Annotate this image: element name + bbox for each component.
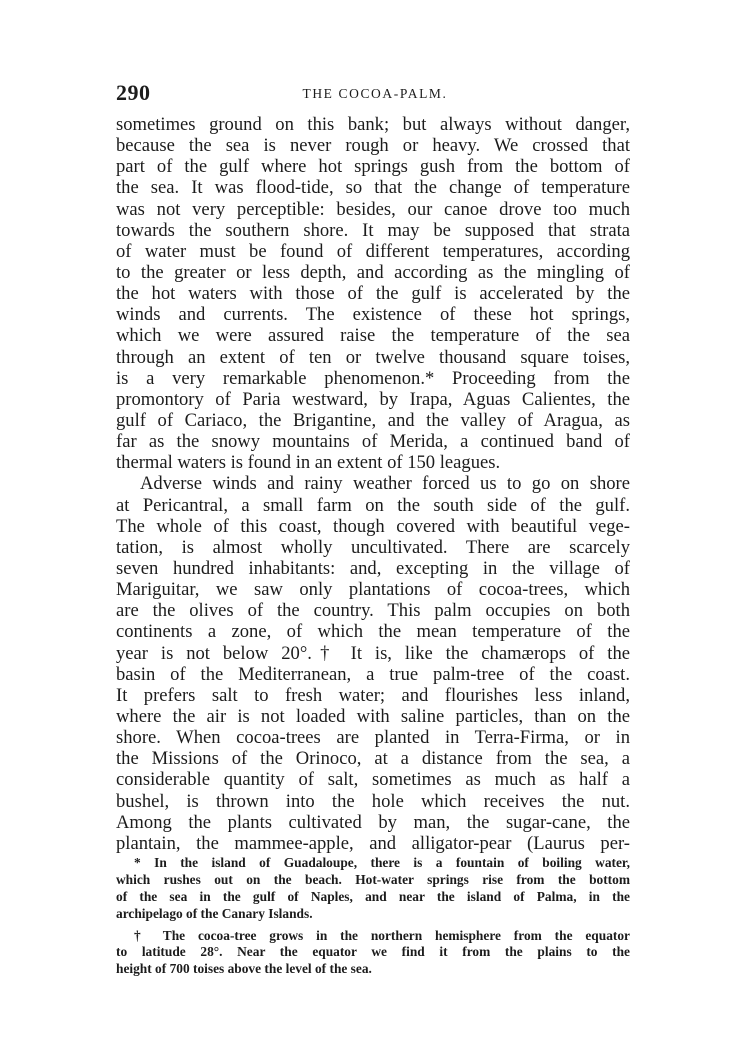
footnote-line: which rushes out on the beach. Hot-water springs rise from the bottom [116,871,630,887]
body-line: because the sea is never rough or heavy. We crossed that [116,135,630,157]
body-line: the Missions of the Orinoco, at a distance from the sea, a [116,748,630,770]
paragraph-end-line: thermal waters is found in an extent of 150 leagues. [116,452,501,474]
body-line: to the greater or less depth, and according as the mingling of [116,261,630,283]
body-line: seven hundred inhabitants: and, excepting in the village of [116,557,630,579]
page-number: 290 [116,80,151,105]
body-line: It prefers salt to fresh water; and flourishes less inland, [116,684,630,706]
footnote-line: † The cocoa-tree grows in the northern hemisphere from the equator [134,927,630,943]
body-line: continents a zone, of which the mean temperature of the [116,621,630,643]
body-line: part of the gulf where hot springs gush from the bottom of [116,156,630,178]
footnotes [116,855,630,978]
body-line: bushel, is thrown into the hole which receives the nut. [116,790,630,812]
footnote-line: * In the island of Guadaloupe, there is a fountain of boiling water, [134,855,630,870]
footnote-line: archipelago of the Canary Islands. [116,905,313,921]
body-line: promontory of Paria westward, by Irapa, Aguas Calientes, the [116,388,630,410]
body-line: through an extent of ten or twelve thousand square toises, [116,346,630,368]
body-line: the sea. It was flood-tide, so that the change of temperature [116,177,630,199]
body-line: are the olives of the country. This palm occupies on both [116,600,630,622]
body-line: far as the snowy mountains of Merida, a continued band of [116,431,630,453]
body-line: Mariguitar, we saw only plantations of cocoa-trees, which [116,579,630,601]
body-line: year is not below 20°.† It is, like the chamærops of the [116,642,630,664]
body-line: basin of the Mediterranean, a true palm-tree of the coast. [116,663,630,685]
body-line: of water must be found of different temperatures, according [116,240,630,262]
body-line: shore. When cocoa-trees are planted in Terra-Firma, or in [116,727,630,749]
body-line: where the air is not loaded with saline particles, than on the [116,705,630,727]
body-line: was not very perceptible: besides, our canoe drove too much [116,198,630,220]
running-title: THE COCOA-PALM. [302,86,448,101]
footnote-line: height of 700 toises above the level of the sea. [116,961,372,977]
body-line: at Pericantral, a small farm on the south side of the gulf. [116,494,630,516]
body-line: which we were assured raise the temperature of the sea [116,325,630,347]
body-line: The whole of this coast, though covered with beautiful vege- [116,515,630,537]
footnote-line: to latitude 28°. Near the equator we find it from the plains to the [116,944,630,960]
footnote-line: of the sea in the gulf of Naples, and near the island of Palma, in the [116,888,630,904]
body-line: is a very remarkable phenomenon.* Proceeding from the [116,367,630,389]
body-line: considerable quantity of salt, sometimes as much as half a [116,769,630,791]
paragraph-start-line: Adverse winds and rainy weather forced us to go on shore [140,473,630,495]
body-text [116,114,630,854]
body-line: the hot waters with those of the gulf is accelerated by the [116,283,630,305]
body-line: winds and currents. The existence of these hot springs, [116,304,630,326]
body-line: tation, is almost wholly uncultivated. There are scarcely [116,536,630,558]
body-line: gulf of Cariaco, the Brigantine, and the valley of Aragua, as [116,409,630,431]
body-line: sometimes ground on this bank; but always without danger, [116,114,630,135]
body-line: plantain, the mammee-apple, and alligator-pear (Laurus per- [116,832,630,854]
body-line: towards the southern shore. It may be supposed that strata [116,219,630,241]
body-line: Among the plants cultivated by man, the sugar-cane, the [116,811,630,833]
